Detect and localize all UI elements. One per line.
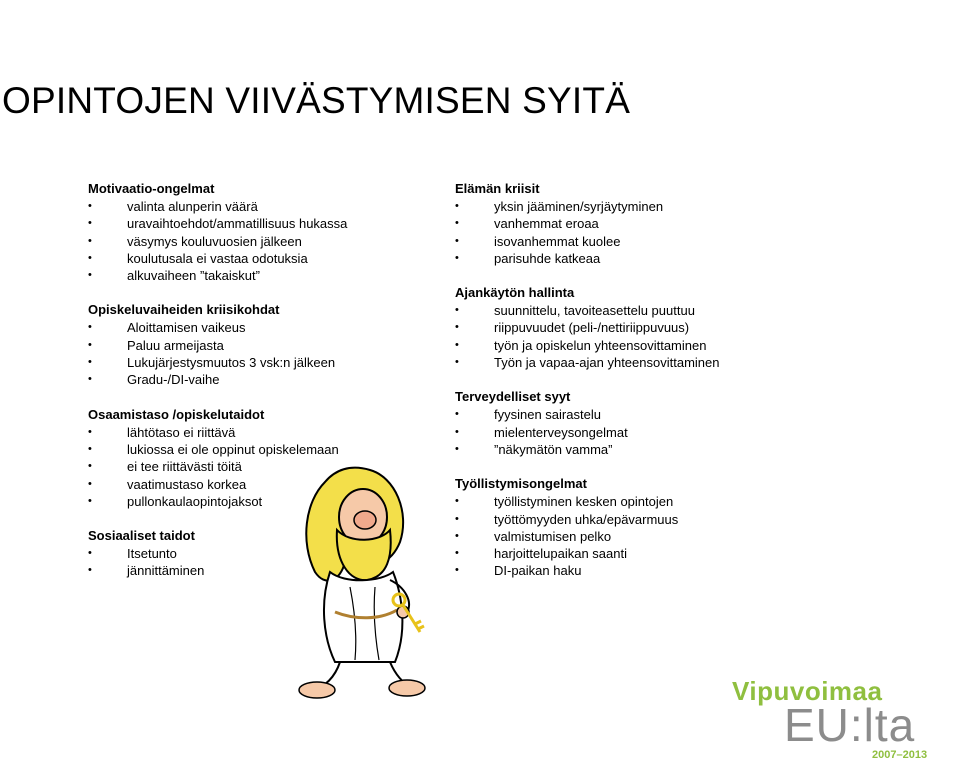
list-item: [455, 511, 815, 528]
list-item: [455, 493, 815, 510]
right-column: [455, 180, 815, 597]
list-item-text: fyysinen sairastelu: [494, 407, 601, 423]
section-heading: Elämän kriisit: [455, 181, 540, 196]
list-item-text: ei tee riittävästi töitä: [127, 459, 242, 475]
list-item-text: parisuhde katkeaa: [494, 250, 601, 266]
list-item-text: Lukujärjestysmuutos 3 vsk:n jälkeen: [127, 355, 336, 371]
list-item-text: ”näkymätön vamma”: [494, 441, 613, 457]
list-item-text: Työn ja vapaa-ajan yhteensovittaminen: [494, 355, 720, 371]
bullet-icon: •: [455, 304, 459, 317]
list-item-text: yksin jääminen/syrjäytyminen: [494, 199, 664, 214]
bullet-list: [455, 198, 815, 267]
list-item-text: työllistyminen kesken opintojen: [494, 494, 674, 510]
section-heading: Työllistymisongelmat: [455, 476, 587, 492]
bullet-icon: •: [88, 356, 92, 369]
bearded-man-with-key-illustration: [295, 462, 430, 702]
text-section: [455, 180, 815, 267]
list-item-text: harjoittelupaikan saanti: [494, 546, 627, 562]
bullet-icon: •: [455, 321, 459, 334]
list-item-text: Gradu-/DI-vaihe: [127, 372, 220, 388]
foot-left-shape: [299, 682, 335, 698]
list-item-text: työttömyyden uhka/epävarmuus: [494, 511, 679, 527]
bullet-icon: •: [88, 338, 92, 351]
bullet-icon: •: [88, 321, 92, 334]
list-item: [455, 337, 815, 354]
list-item: [455, 302, 815, 319]
list-item: [88, 319, 448, 336]
list-item: [455, 250, 815, 267]
bullet-icon: •: [88, 477, 92, 490]
bullet-icon: •: [455, 512, 459, 525]
logo-line2: EU:lta: [784, 699, 916, 751]
text-section: [88, 180, 448, 284]
bullet-icon: •: [88, 373, 92, 386]
list-item: [455, 233, 815, 250]
list-item-text: koulutusala ei vastaa odotuksia: [127, 250, 308, 266]
section-heading: Sosiaaliset taidot: [88, 528, 195, 544]
list-item: [455, 215, 815, 232]
list-item-text: uravaihtoehdot/ammatillisuus hukassa: [127, 216, 348, 232]
list-item-text: Aloittamisen vaikeus: [127, 320, 246, 336]
bullet-icon: •: [88, 460, 92, 473]
foot-right-shape: [389, 680, 425, 696]
bullet-icon: •: [455, 338, 459, 351]
list-item: [455, 528, 815, 545]
list-item: [88, 424, 448, 441]
list-item: [455, 562, 815, 579]
list-item-text: Itsetunto: [127, 546, 177, 562]
bullet-icon: •: [88, 564, 92, 577]
bullet-icon: •: [88, 494, 92, 507]
bullet-icon: •: [455, 408, 459, 421]
text-section: [455, 284, 815, 371]
list-item-text: väsymys kouluvuosien jälkeen: [127, 233, 302, 249]
bullet-icon: •: [455, 356, 459, 369]
bullet-icon: •: [88, 251, 92, 264]
list-item: [88, 233, 448, 250]
bullet-icon: •: [455, 442, 459, 455]
list-item-text: vaatimustaso korkea: [127, 476, 247, 492]
bullet-icon: •: [455, 495, 459, 508]
list-item: [455, 319, 815, 336]
list-item: [455, 354, 815, 371]
bullet-icon: •: [455, 564, 459, 577]
list-item: [88, 215, 448, 232]
page-title: OPINTOJEN VIIVÄSTYMISEN SYITÄ: [2, 80, 631, 121]
list-item: [88, 354, 448, 371]
list-item-text: isovanhemmat kuolee: [494, 233, 621, 249]
list-item-text: DI-paikan haku: [494, 563, 582, 579]
list-item-text: alkuvaiheen ”takaiskut”: [127, 268, 260, 284]
list-item: [455, 441, 815, 458]
list-item-text: valinta alunperin väärä: [127, 199, 258, 214]
text-section: [88, 301, 448, 388]
list-item: [455, 198, 815, 215]
list-item-text: valmistumisen pelko: [494, 528, 612, 544]
list-item-text: jännittäminen: [127, 563, 205, 579]
section-heading: Osaamistaso /opiskelutaidot: [88, 406, 265, 422]
section-heading: Terveydelliset syyt: [455, 389, 571, 405]
list-item-text: lukiossa ei ole oppinut opiskelemaan: [127, 441, 339, 457]
bullet-icon: •: [88, 217, 92, 230]
nose-shape: [354, 511, 376, 529]
list-item: [88, 337, 448, 354]
list-item-text: riippuvuudet (peli-/nettiriippuvuus): [494, 320, 690, 336]
bullet-icon: •: [88, 269, 92, 282]
bullet-icon: •: [455, 234, 459, 247]
list-item: [88, 198, 448, 215]
bullet-list: [88, 319, 448, 388]
list-item: [88, 250, 448, 267]
section-heading: Opiskeluvaiheiden kriisikohdat: [88, 302, 280, 318]
text-section: [455, 388, 815, 458]
vipuvoimaa-logo: [732, 676, 942, 768]
section-heading: Motivaatio-ongelmat: [88, 181, 215, 196]
list-item-text: suunnittelu, tavoiteasettelu puuttuu: [494, 303, 695, 319]
bullet-icon: •: [455, 547, 459, 560]
list-item: [88, 267, 448, 284]
list-item-text: työn ja opiskelun yhteensovittaminen: [494, 337, 707, 353]
logo-years: 2007–2013: [872, 749, 928, 761]
bullet-icon: •: [455, 251, 459, 264]
list-item: [88, 441, 448, 458]
bullet-icon: •: [455, 217, 459, 230]
list-item-text: vanhemmat eroaa: [494, 216, 599, 232]
bullet-icon: •: [88, 200, 92, 212]
bullet-icon: •: [88, 442, 92, 455]
list-item-text: pullonkaulaopintojaksot: [127, 493, 263, 509]
bullet-icon: •: [88, 425, 92, 438]
bullet-list: [455, 406, 815, 458]
list-item: [455, 406, 815, 423]
list-item-text: lähtötaso ei riittävä: [127, 424, 236, 440]
list-item: [455, 545, 815, 562]
bullet-icon: •: [455, 425, 459, 438]
list-item: [455, 424, 815, 441]
text-section: [455, 475, 815, 579]
bullet-icon: •: [455, 200, 459, 212]
bullet-list: [455, 302, 815, 371]
list-item-text: mielenterveysongelmat: [494, 424, 628, 440]
bullet-list: [88, 198, 448, 284]
list-item-text: Paluu armeijasta: [127, 337, 224, 353]
list-item: [88, 371, 448, 388]
logo-line1: Vipuvoimaa: [732, 676, 883, 706]
bullet-list: [455, 493, 815, 579]
bullet-icon: •: [88, 234, 92, 247]
bullet-icon: •: [455, 529, 459, 542]
bullet-icon: •: [88, 547, 92, 560]
section-heading: Ajankäytön hallinta: [455, 285, 575, 301]
